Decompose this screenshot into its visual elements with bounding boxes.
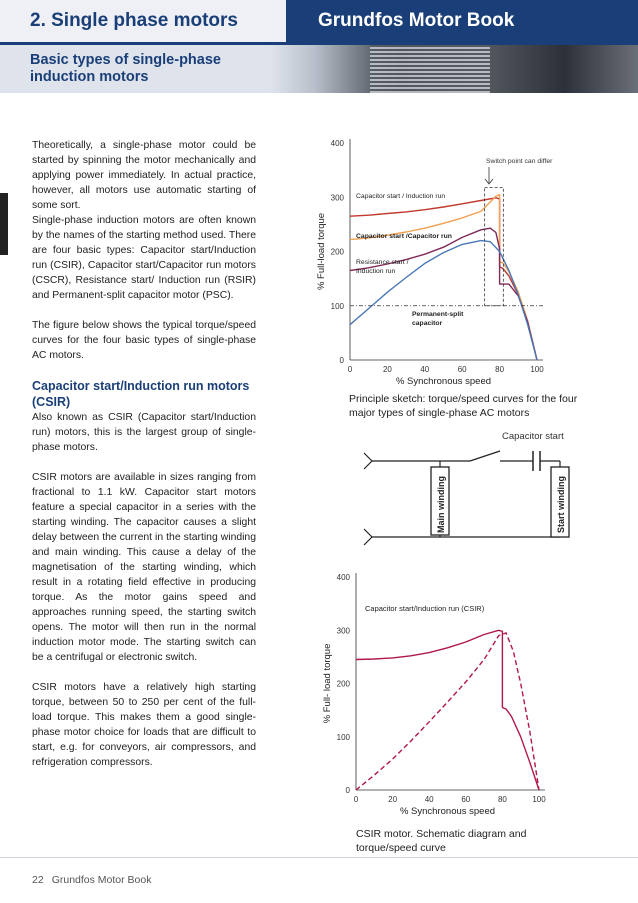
x-tick-label: 60 [461, 795, 471, 804]
side-tab-marker [0, 193, 8, 255]
capacitor-label: Capacitor start [502, 431, 564, 442]
x-tick-label: 20 [382, 365, 392, 374]
y-axis-label: % Full- load torque [322, 643, 333, 724]
x-tick-label: 100 [532, 795, 546, 804]
x-axis-label: % Synchronous speed [395, 376, 492, 387]
y-tick-label: 100 [330, 301, 344, 311]
chart2-caption: CSIR motor. Schematic diagram and torque/speed curve [356, 828, 527, 854]
footer-rule [0, 857, 638, 858]
y-tick-label: 400 [330, 139, 344, 148]
paragraph: Single-phase induction motors are often known by the names of the starting method used. There are four basic types: Capacitor start/Induction run (CSIR), Capacitor start/Capacitor run motors (CSCR), Resistance start/ Induction run (RSIR) and Permanent-split capacitor motor (PSC). [32, 215, 256, 301]
x-tick-label: 40 [420, 365, 430, 374]
paragraph: Theoretically, a single-phase motor could be started by spinning the motor mechanically and applying power immediately. In actual practice, however, all motors use automatic starting of some sort. [32, 140, 256, 211]
csir-torque-speed-chart [300, 562, 600, 824]
paragraph: CSIR motors have a relatively high starting torque, between 50 to 250 per cent of the full-load torque. This makes them a good single-phase motor choice for loads that are difficult to start, e.g. for conveyors, air compressors, and refrigeration compressors. [32, 682, 256, 768]
y-tick-label: 0 [339, 356, 344, 365]
terminal-top-arrow [364, 453, 372, 461]
paragraph: The figure below shows the typical torque/speed curves for the four basic types of single-phase AC motors. [32, 320, 256, 361]
torque-speed-chart-four-types [300, 130, 600, 392]
chart-series [356, 630, 539, 790]
y-tick-label: 300 [330, 193, 344, 203]
y-tick-label: 100 [336, 732, 350, 742]
page-number: 22 [32, 874, 44, 886]
series-label-3: Permanent-split capacitor [412, 311, 464, 327]
y-tick-label: 300 [336, 626, 350, 636]
paragraph: Also known as CSIR (Capacitor start/Induction run) motors, this is the largest group of single-phase motors. [32, 412, 256, 453]
y-axis-label: % Full-load torque [316, 212, 327, 291]
chart-axes [350, 139, 543, 360]
page-footer [32, 874, 151, 886]
footer-book-name: Grundfos Motor Book [51, 874, 152, 886]
chart-title: Capacitor start/Induction run (CSIR) [365, 604, 485, 613]
x-tick-label: 80 [495, 365, 505, 374]
series-line-0 [356, 630, 539, 790]
series-line-1 [356, 633, 539, 790]
paragraph: CSIR motors are available in sizes ranging from fractional to 1.1 kW. Capacitor start motors feature a special capacitor in a series with the starting winding. The capacitor causes a slight delay between the current in the starting winding and main winding. This cause a delay of the magnetisation of the starting winding, which result in a rotating field effective in producing torque. As the motor gains speed and approaches running speed, the starting switch opens. The motor will then run in the normal induction motor mode. The starting switch can be a centrifugal or electronic switch. [32, 472, 256, 663]
chart-labels [316, 139, 553, 387]
chart1-caption: Principle sketch: torque/speed curves for the four major types of single-phase AC motors [349, 393, 578, 419]
y-tick-label: 200 [336, 679, 350, 689]
y-tick-label: 0 [345, 786, 350, 795]
x-tick-label: 0 [347, 365, 353, 374]
start-winding-label: Start winding [556, 476, 566, 533]
series-label-0: Capacitor start / Induction run [356, 193, 446, 200]
x-tick-label: 100 [530, 365, 544, 374]
series-line-0 [350, 198, 537, 360]
x-tick-label: 0 [353, 795, 359, 804]
x-tick-label: 40 [424, 795, 434, 804]
csir-schematic-diagram [360, 425, 600, 550]
y-tick-label: 400 [336, 573, 350, 582]
x-tick-label: 80 [497, 795, 507, 804]
switch-point-annotation: Switch point can differ [486, 158, 553, 165]
starting-switch [470, 451, 500, 461]
header-photo-grille [370, 45, 490, 93]
terminal-bottom-arrow [364, 529, 372, 537]
chapter-title: 2. Single phase motors [30, 10, 238, 31]
y-tick-label: 200 [330, 247, 344, 257]
series-label-2: Resistance start / Induction run [356, 259, 409, 275]
x-tick-label: 60 [457, 365, 467, 374]
x-tick-label: 20 [388, 795, 398, 804]
subsection-heading: Capacitor start/Induction run motors (CSIR) [32, 379, 250, 409]
x-axis-label: % Synchronous speed [399, 806, 496, 817]
section-title: Basic types of single-phase induction motors [30, 52, 221, 85]
body-text-column [32, 138, 256, 785]
main-winding-label: Main winding [436, 476, 446, 533]
series-label-1: Capacitor start /Capacitor run [356, 233, 452, 240]
book-title: Grundfos Motor Book [318, 10, 515, 31]
series-line-2 [350, 228, 537, 360]
